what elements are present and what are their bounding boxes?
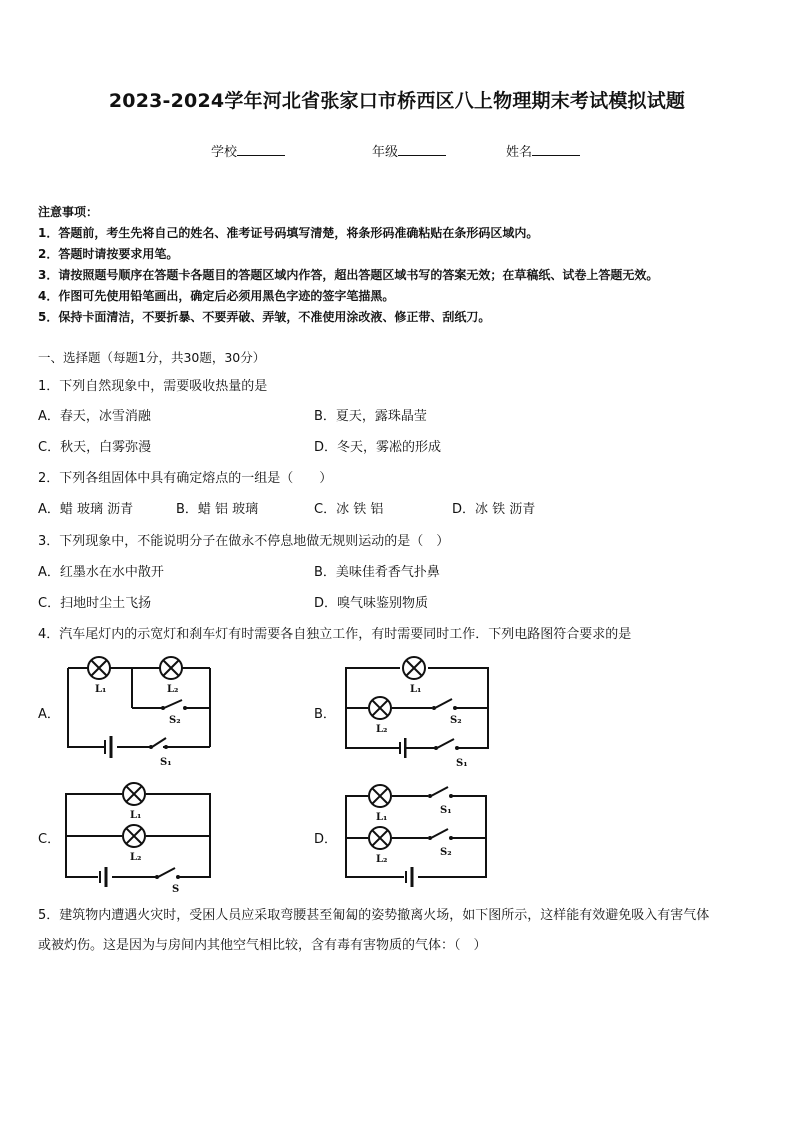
option-b[interactable]: B．蜡 铝 玻璃 [176,502,259,517]
label-s2: S₂ [440,847,452,858]
notes-section [38,202,658,328]
note-item: 4．作图可先使用铅笔画出，确定后必须用黑色字迹的签字笔描黑。 [38,289,395,303]
circuit-diagram-d[interactable] [340,780,500,895]
grade-blank[interactable] [398,143,446,156]
option-d[interactable]: D．冬天，雾凇的形成 [314,440,442,455]
label-l2: L₂ [167,684,179,695]
label-l1: L₁ [410,684,422,695]
grade-field[interactable] [372,141,446,160]
option-d[interactable]: D．嗅气味鉴别物质 [314,596,429,611]
note-item: 2．答题时请按要求用笔。 [38,247,179,261]
option-a[interactable]: A．红墨水在水中散开 [38,565,164,580]
name-label: 姓名 [506,145,533,160]
question-stem: 2．下列各组固体中具有确定熔点的一组是（ ） [38,471,333,486]
option-a[interactable]: A．春天，冰雪消融 [38,409,151,424]
label-s: S [172,884,180,895]
label-l1: L₁ [376,812,388,823]
question-stem: 5．建筑物内遭遇火灾时，受困人员应采取弯腰甚至匍匐的姿势撤离火场，如下图所示，这样能有效避免吸入有害气体 [38,908,710,923]
label-s1: S₁ [160,757,172,768]
label-l2: L₂ [130,852,142,863]
section-title: 一、选择题（每题1分，共30题，30分） [38,350,266,365]
page-title: 2023-2024学年河北省张家口市桥西区八上物理期末考试模拟试题 [108,90,686,112]
option-d[interactable]: D． [314,832,338,847]
label-s1: S₁ [440,805,452,816]
school-label: 学校 [211,145,238,160]
option-b[interactable]: B． [314,707,336,722]
name-field[interactable] [506,141,580,160]
option-c[interactable]: C．秋天，白雾弥漫 [38,440,152,455]
option-a[interactable]: A． [38,707,60,722]
label-l2: L₂ [376,854,388,865]
label-s1: S₁ [456,758,468,769]
question-stem: 1．下列自然现象中，需要吸收热量的是 [38,379,268,394]
grade-label: 年级 [372,145,399,160]
option-b[interactable]: B．美味佳肴香气扑鼻 [314,565,440,580]
notes-heading: 注意事项： [38,205,99,219]
label-s2: S₂ [450,715,462,726]
school-field[interactable] [211,141,285,160]
circuit-diagram-b[interactable] [340,652,500,772]
name-blank[interactable] [532,143,580,156]
label-l2: L₂ [376,724,388,735]
label-l1: L₁ [95,684,107,695]
school-blank[interactable] [237,143,285,156]
question-stem: 4．汽车尾灯内的示宽灯和刹车灯有时需要各自独立工作，有时需要同时工作．下列电路图符合要求的是 [38,627,632,642]
option-d[interactable]: D．冰 铁 沥青 [452,502,536,517]
note-item: 5．保持卡面清洁，不要折暴、不要弄破、弄皱，不准使用涂改液、修正带、刮纸刀。 [38,310,491,324]
question-stem: 3．下列现象中，不能说明分子在做永不停息地做无规则运动的是（ ） [38,534,450,549]
label-l1: L₁ [130,810,142,821]
option-a[interactable]: A．蜡 玻璃 沥青 [38,502,134,517]
label-s2: S₂ [169,715,181,726]
option-c[interactable]: C．扫地时尘土飞扬 [38,596,152,611]
circuit-diagram-c[interactable] [60,780,220,895]
option-b[interactable]: B．夏天，露珠晶莹 [314,409,427,424]
note-item: 3．请按照题号顺序在答题卡各题目的答题区域内作答，超出答题区域书写的答案无效；在草稿纸、试卷上答题无效。 [38,268,659,282]
option-c[interactable]: C．冰 铁 铝 [314,502,384,517]
circuit-diagram-a[interactable] [60,652,220,772]
question-stem-continued: 或被灼伤。这是因为与房间内其他空气相比较，含有毒有害物质的气体：（ ） [38,938,487,953]
option-c[interactable]: C． [38,832,61,847]
note-item: 1．答题前，考生先将自己的姓名、准考证号码填写清楚，将条形码准确粘贴在条形码区域内。 [38,226,539,240]
